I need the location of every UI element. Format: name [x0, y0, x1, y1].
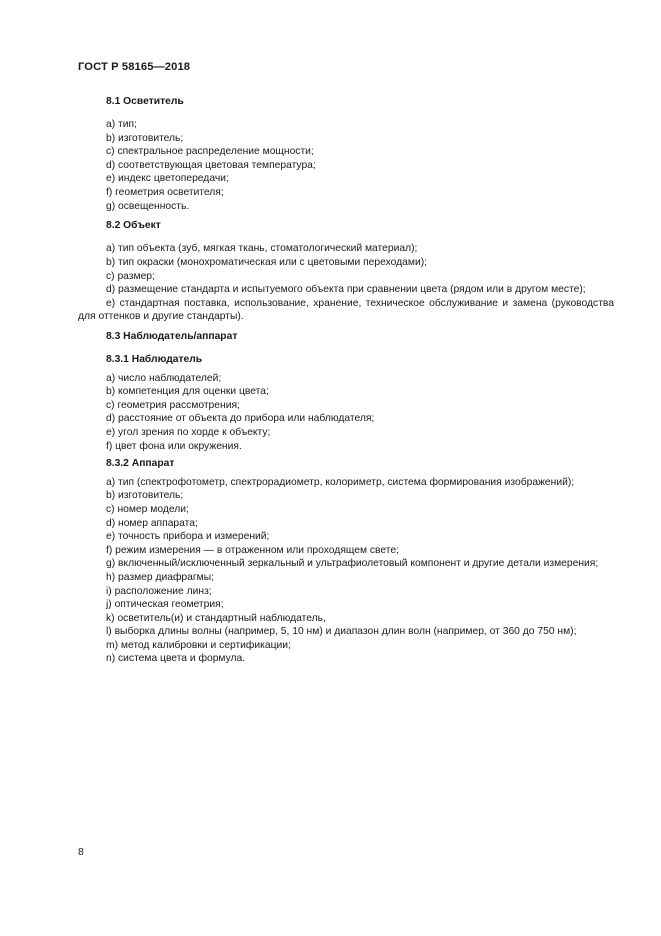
section-8-3-2-heading: 8.3.2 Аппарат — [106, 458, 175, 470]
list-item: b) тип окраски (монохроматическая или с цветовыми переходами); — [106, 256, 428, 268]
list-item: с) геометрия рассмотрения; — [106, 399, 240, 411]
list-item: h) размер диафрагмы; — [106, 571, 214, 583]
list-item: n) система цвета и формула. — [106, 653, 246, 665]
list-item: d) размещение стандарта и испытуемого объекта при сравнении цвета (рядом или в другом месте); — [106, 284, 586, 296]
list-item: l) выборка длины волны (например, 5, 10 нм) и диапазон длин волн (например, от 360 до 750 нм); — [106, 626, 577, 638]
list-item: с) размер; — [106, 270, 155, 282]
section-8-2-heading: 8.2 Объект — [106, 220, 161, 232]
list-item: f) режим измерения — в отраженном или проходящем свете; — [106, 544, 399, 556]
list-item: k) осветитель(и) и стандартный наблюдатель, — [106, 612, 326, 624]
list-item: f) цвет фона или окружения. — [106, 440, 242, 452]
list-item: а) тип (спектрофотометр, спектрорадиометр, колориметр, система формирования изображений); — [106, 476, 575, 488]
list-item: а) число наблюдателей; — [106, 372, 222, 384]
list-item: с) номер модели; — [106, 503, 189, 515]
list-item: i) расположение линз; — [106, 585, 212, 597]
list-item: е) стандартная поставка, использование, хранение, техническое обслуживание и замена (руководства для оттенков и другие стандарты). — [78, 297, 614, 323]
list-item: g) освещенность. — [106, 200, 190, 212]
list-item: е) индекс цветопередачи; — [106, 173, 229, 185]
list-item: b) компетенция для оценки цвета; — [106, 386, 269, 398]
document-body — [78, 95, 614, 666]
list-item: е) угол зрения по хорде к объекту; — [106, 426, 271, 438]
page-number: 8 — [78, 846, 84, 858]
list-item: е) точность прибора и измерений; — [106, 531, 270, 543]
list-item: d) соответствующая цветовая температура; — [106, 159, 316, 171]
list-item: с) спектральное распределение мощности; — [106, 146, 314, 158]
section-8-3-heading: 8.3 Наблюдатель/аппарат — [106, 330, 238, 342]
list-item: m) метод калибровки и сертификации; — [106, 639, 291, 651]
list-item: b) изготовитель; — [106, 132, 184, 144]
section-8-3-1-heading: 8.3.1 Наблюдатель — [106, 354, 203, 365]
list-item: b) изготовитель; — [106, 490, 184, 502]
list-item: j) оптическая геометрия; — [106, 599, 224, 611]
list-item: d) расстояние от объекта до прибора или наблюдателя; — [106, 413, 375, 425]
list-item: а) тип; — [106, 119, 137, 131]
list-item: g) включенный/исключенный зеркальный и ультрафиолетовый компонент и другие детали измерения; — [106, 558, 599, 570]
section-8-1-heading: 8.1 Осветитель — [106, 96, 184, 107]
list-item: d) номер аппарата; — [106, 517, 198, 529]
list-item: f) геометрия осветителя; — [106, 187, 224, 199]
document-header: ГОСТ Р 58165—2018 — [78, 61, 191, 73]
list-item: а) тип объекта (зуб, мягкая ткань, стоматологический материал); — [106, 243, 418, 255]
